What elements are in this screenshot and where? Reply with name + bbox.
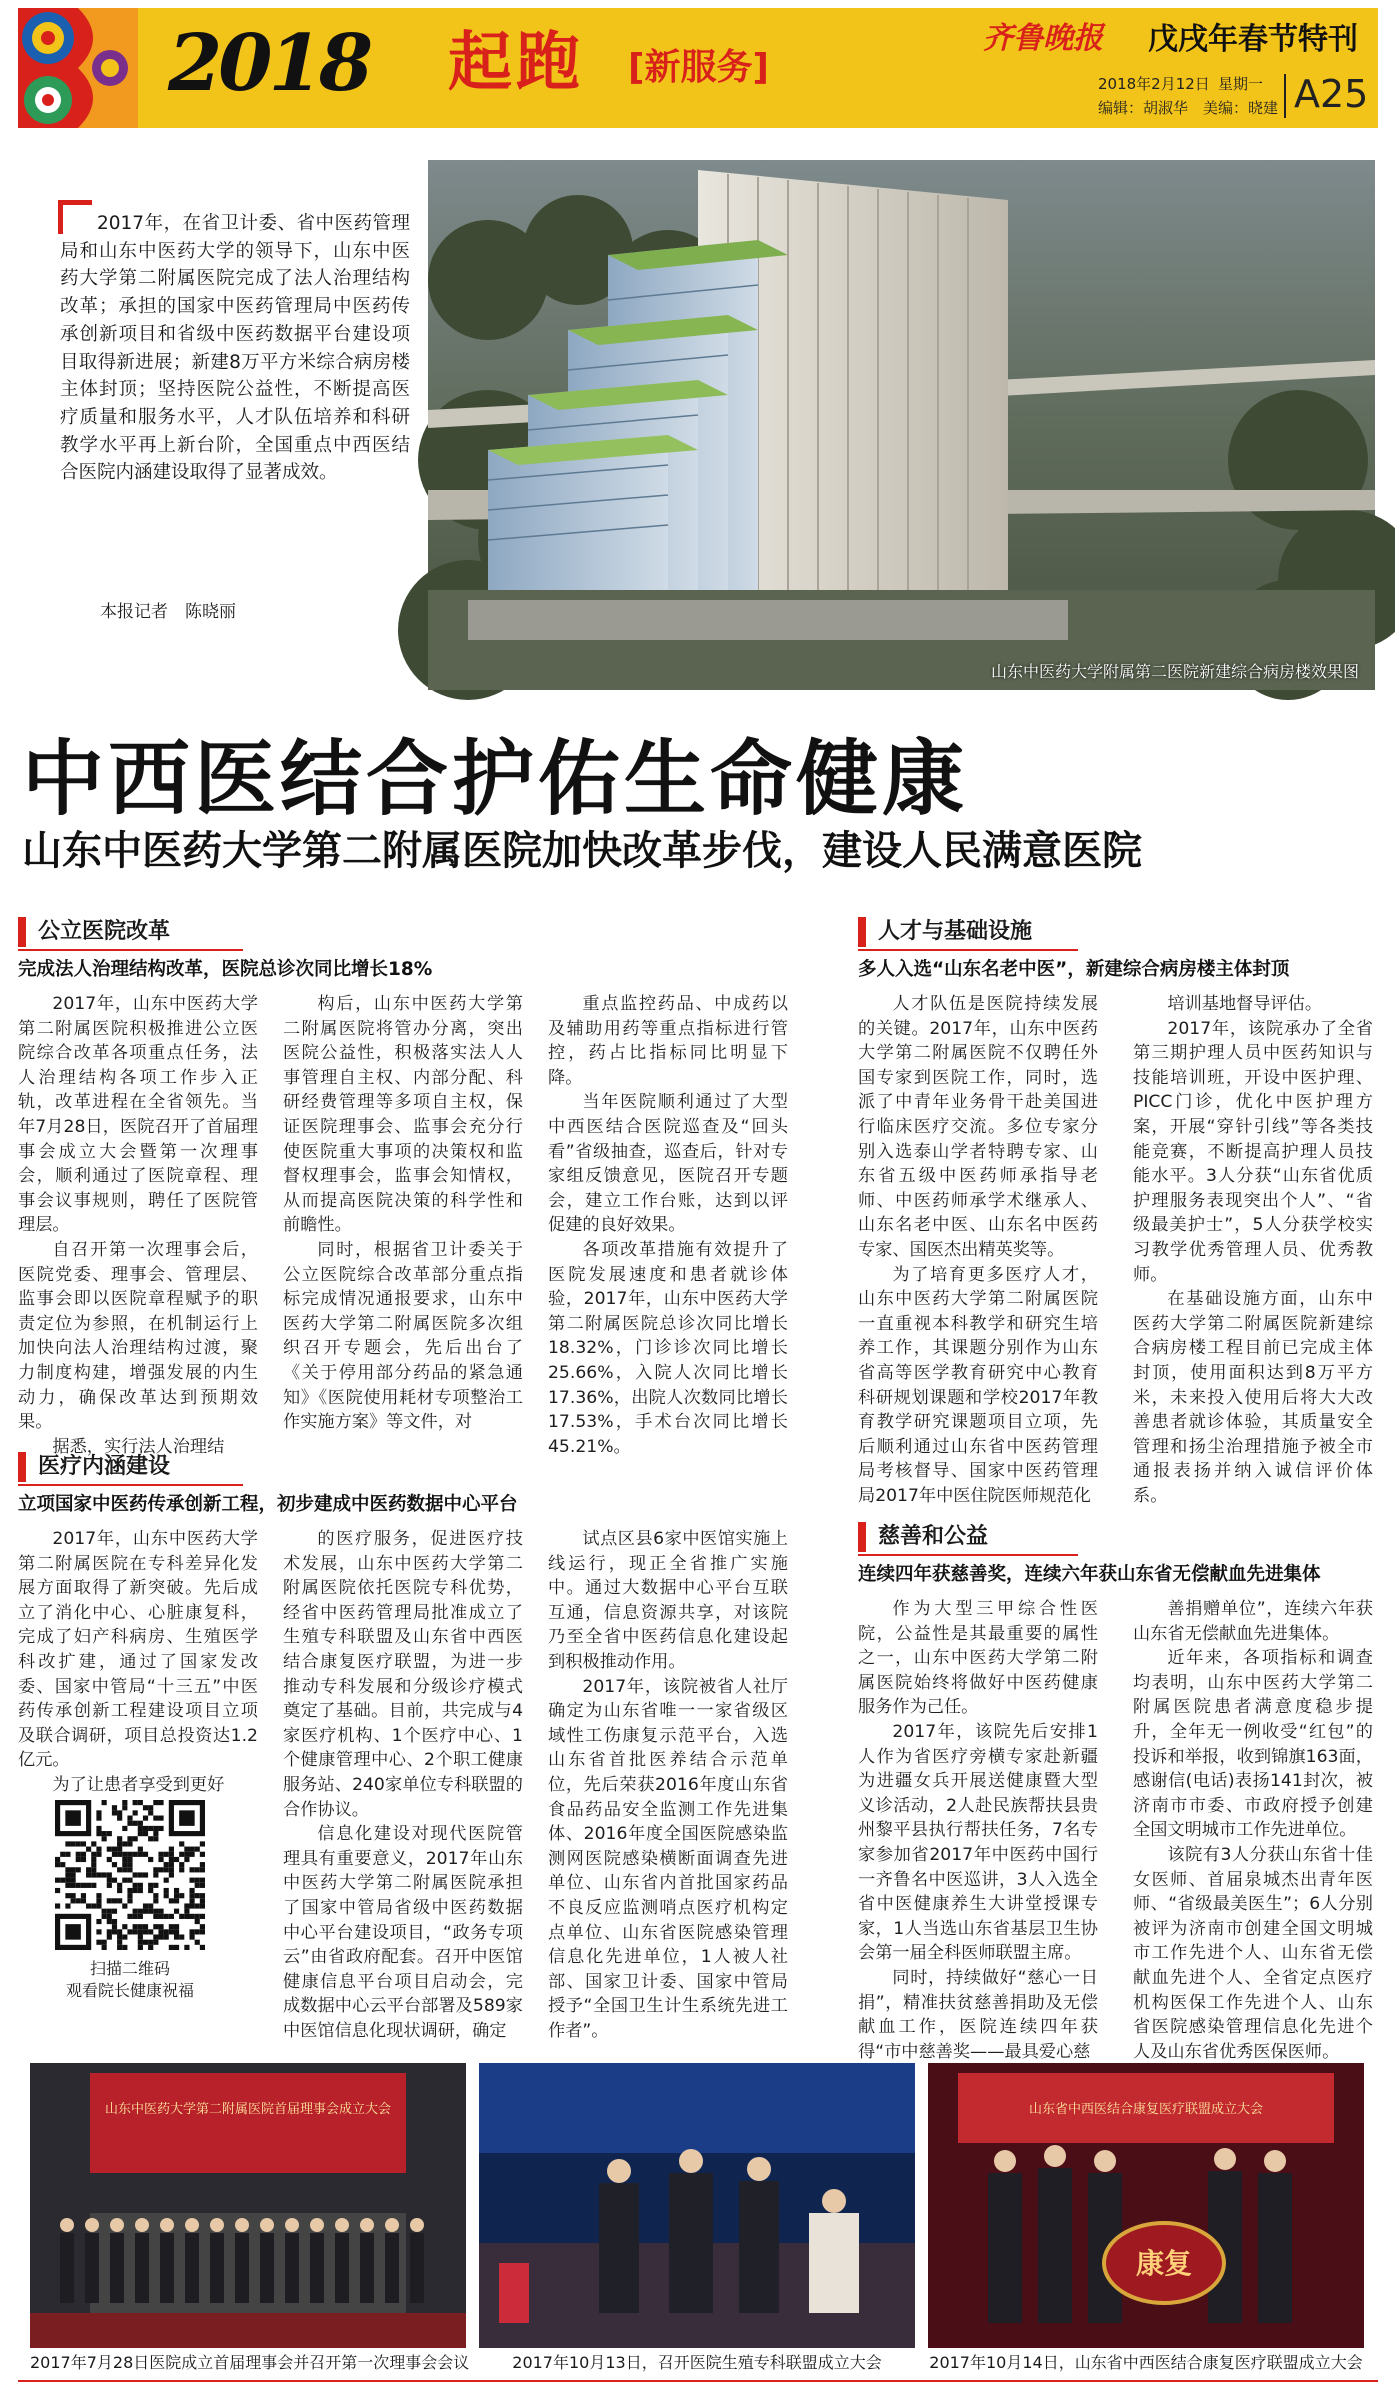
sub-headline: 山东中医药大学第二附属医院加快改革步伐，建设人民满意医院	[22, 828, 1142, 874]
handshake-photo-icon	[479, 2063, 915, 2348]
photo-board-meeting	[30, 2063, 466, 2348]
section-tag: [新服务]	[628, 47, 769, 88]
page-bottom-rule	[18, 2380, 1378, 2382]
paragraph: 为了培育更多医疗人才，山东中医药大学第二附属医院一直重视本科教学和研究生培养工作，其课题分别作为山东省高等医学教育研究中心教育科研规划课题和学校2017年教育教学研究课题项目立项，先后顺利通过山东省中医药管理局考核督导、国家中医药管理局2017年中医住院医师规范化	[858, 1264, 1098, 1506]
paragraph: 该院有3人分获山东省十佳女医师、首届泉城杰出青年医师、“省级最美医生”；6人分别被评为济南市创建全国文明城市工作先进个人、山东省无偿献血先进个人、全省定点医疗机构医保工作先进个人、山东省医院感染管理信息化先进个人及山东省优秀医保医师。	[1133, 1844, 1373, 2062]
reform-column-3	[548, 992, 788, 1457]
qipao-artwork: 起跑	[448, 25, 584, 100]
qr-code-icon[interactable]	[55, 1800, 205, 1950]
issue-weekday: 星期一	[1218, 75, 1264, 93]
drum-text: 康复	[1135, 2247, 1193, 2280]
charity-column-1	[858, 1597, 1098, 2062]
connotation-column-2	[283, 1527, 523, 2041]
section-subtitle-connotation: 立项国家中医药传承创新工程，初步建成中医药数据中心平台	[18, 1494, 518, 1515]
special-edition-title: 戊戌年春节特刊	[1148, 22, 1358, 57]
paragraph: 培训基地督导评估。	[1167, 994, 1323, 1014]
hero-building-image	[428, 160, 1375, 690]
paragraph: 各项改革措施有效提升了医院发展速度和患者就诊体验，2017年，山东中医药大学第二附属医院总诊次同比增长18.32%，门诊诊次同比增长25.66%，入院人次同比增长17.36%，出院人次数同比增长17.53%，手术台次同比增长45.21%。	[548, 1239, 788, 1457]
section-subtitle-charity: 连续四年获慈善奖，连续六年获山东省无偿献血先进集体	[858, 1564, 1321, 1585]
section-subtitle-talent: 多人入选“山东名老中医”，新建综合病房楼主体封顶	[858, 959, 1290, 980]
photo-rehab-alliance	[928, 2063, 1364, 2348]
paragraph: 2017年，该院先后安排1人作为省医疗旁横专家赴新疆为进疆女兵开展送健康暨大型义诊活动，2人赴民族帮扶县贵州黎平县执行帮扶任务，7名专家参加省2017年中医药中国行一齐鲁名中医巡讲，3人入选全省中医健康养生大讲堂授课专家，1人当选山东省基层卫生协会第一届全科医师联盟主席。	[858, 1721, 1098, 1964]
paragraph: 重点监控药品、中成药以及辅助用药等重点指标进行管控，药占比指标同比明显下降。	[548, 994, 788, 1088]
section-marker	[18, 1452, 26, 1482]
paragraph: 善捐赠单位”，连续六年获山东省无偿献血先进集体。	[1133, 1599, 1373, 1644]
intro-text: 2017年，在省卫计委、省中医药管理局和山东中医药大学的领导下，山东中医药大学第二附属医院完成了法人治理结构改革；承担的国家中医药管理局中医药传承创新项目和省级中医药数据平台建设项目取得新进展；新建8万平方米综合病房楼主体封顶；坚持医院公益性，不断提高医疗质量和服务水平，人才队伍培养和科研教学水平再上新台阶，全国重点中西医结合医院内涵建设取得了显著成效。	[60, 213, 410, 484]
paragraph: 2017年，山东中医药大学第二附属医院在专科差异化发展方面取得了新突破。先后成立了消化中心、心脏康复科，完成了妇产科病房、生殖医学科改扩建，通过了国家发改委、国家中管局“十三五”中医药传承创新工程建设项目立项及联合调研，项目总投资达1.2亿元。	[18, 1529, 258, 1771]
section-header-talent	[858, 917, 1378, 947]
paragraph: 近年来，各项指标和调查均表明，山东中医药大学第二附属医院患者满意度稳步提升，全年无一例收受“红包”的投诉和举报，收到锦旗163面，感谢信(电话)表扬141封次，被济南市市委、市政府授予创建全国文明城市工作先进单位。	[1133, 1648, 1373, 1841]
photo-banner-text: 山东中医药大学第二附属医院首届理事会成立大会	[104, 2102, 392, 2117]
main-headline: 中西医结合护佑生命健康	[22, 732, 969, 827]
paragraph: 同时，根据省卫计委关于公立医院综合改革部分重点指标完成情况通报要求，山东中医药大学第二附属医院多次组织召开专题会，先后出台了《关于停用部分药品的紧急通知》《医院使用耗材专项整治工作实施方案》等文件，对	[283, 1239, 523, 1433]
qr-code-block[interactable]	[55, 1800, 205, 2002]
issue-date: 2018年2月12日	[1098, 75, 1210, 93]
paragraph: 信息化建设对现代医院管理具有重要意义，2017年山东中医药大学第二附属医院承担了国家中管局省级中医药数据中心平台建设项目，“政务专项云”由省政府配套。召开中医馆健康信息平台项目启动会，完成数据中心云平台部署及589家中医馆信息化现状调研，确定	[283, 1824, 523, 2041]
section-subtitle-reform: 完成法人治理结构改革，医院总诊次同比增长18%	[18, 959, 433, 980]
section-marker	[18, 917, 26, 947]
paragraph: 2017年，该院被省人社厅确定为山东省唯一一家省级区域性工伤康复示范平台，入选山东省首批医养结合示范单位，先后荣获2016年度山东省食品药品安全监测工作先进集体、2016年度全国医院感染监测网医院感染横断面调查先进单位、山东省内首批国家药品不良反应监测哨点医疗机构定点单位、山东省医院感染管理信息化先进单位，1人被人社部、国家卫计委、国家中管局授予“全国卫生计生系统先进工作者”。	[548, 1676, 788, 2041]
section-title: 医疗内涵建设	[38, 1454, 171, 1479]
talent-column-1	[858, 992, 1098, 1506]
paragraph: 同时，持续做好“慈心一日捐”，精准扶贫慈善捐助及无偿献血工作，医院连续四年获得“市中慈善奖——最具爱心慈	[858, 1967, 1098, 2062]
group-photo-icon	[30, 2063, 466, 2348]
section-header-connotation	[18, 1452, 828, 1482]
section-header-charity	[858, 1522, 1378, 1552]
paragraph: 当年医院顺利通过了大型中西医结合医院巡查及“回头看”省级抽查，巡查后，针对专家组反馈意见，医院召开专题会，建立工作台账，达到以评促建的良好效果。	[548, 1092, 788, 1236]
year-artwork: 2018	[168, 18, 370, 109]
editor-credits: 编辑：胡淑华 美编：晓建	[1098, 99, 1279, 117]
photo-caption-2: 2017年10月13日，召开医院生殖专科联盟成立大会	[512, 2353, 882, 2372]
paragraph: 2017年，山东中医药大学第二附属医院积极推进公立医院综合改革各项重点任务，法人治理结构各项工作步入正轨，改革进程在全省领先。当年7月28日，医院召开了首届理事会成立大会暨第一次理事会，顺利通过了医院章程、理事会议事规则，聘任了医院管理层。	[18, 994, 258, 1236]
paragraph: 为了让患者享受到更好	[52, 1774, 225, 1795]
paragraph: 构后，山东中医药大学第二附属医院将管办分离，突出医院公益性，积极落实法人人事管理自主权、内部分配、科研经费管理等多项自主权，保证医院理事会、监事会充分行使医院重大事项的决策权和监督权理事会，监事会知情权，从而提高医院决策的科学性和前瞻性。	[283, 994, 523, 1236]
decorative-pattern-icon	[18, 8, 138, 128]
talent-column-2	[1133, 992, 1373, 1506]
header-divider	[1284, 74, 1286, 118]
page-number: A25	[1294, 72, 1369, 116]
newspaper-logo: 齐鲁晚报	[983, 21, 1103, 56]
paragraph: 的医疗服务，促进医疗技术发展，山东中医药大学第二附属医院依托医院专科优势，经省中医药管理局批准成立了生殖专科联盟及山东省中西医结合康复医疗联盟，为进一步推动专科发展和分级诊疗模式奠定了基础。目前，共完成与4家医疗机构、1个医疗中心、1个健康管理中心、2个职工健康服务站、240家单位专科联盟的合作协议。	[283, 1529, 523, 1820]
building-rendering-icon	[428, 160, 1375, 690]
section-title: 公立医院改革	[38, 919, 171, 944]
reporter-byline: 本报记者 陈晓丽	[100, 602, 236, 622]
section-rule	[18, 1484, 243, 1486]
section-title: 慈善和公益	[878, 1524, 989, 1549]
photo-alliance-signing	[479, 2063, 915, 2348]
qr-caption-line1: 扫描二维码	[89, 1959, 170, 1978]
reform-column-1	[18, 992, 258, 1457]
photo-banner-text: 山东省中西医结合康复医疗联盟成立大会	[1028, 2102, 1264, 2117]
paragraph: 作为大型三甲综合性医院，公益性是其最重要的属性之一，山东中医药大学第二附属医院始终将做好中医药健康服务作为己任。	[858, 1599, 1098, 1718]
paragraph: 据悉，实行法人治理结	[52, 1436, 225, 1457]
section-rule	[18, 949, 243, 951]
photo-caption-3: 2017年10月14日，山东省中西医结合康复医疗联盟成立大会	[929, 2353, 1363, 2372]
qr-caption-line2: 观看院长健康祝福	[65, 1981, 194, 2000]
paragraph: 2017年，该院承办了全省第三期护理人员中医药知识与技能培训班，开设中医护理、PICC门诊，优化中医护理方案，开展“穿针引线”等各类技能竞赛，不断提高护理人员技能水平。3人分获“山东省优质护理服务表现突出个人”、“省级最美护士”，5人分获学校实习教学优秀管理人员、优秀教师。	[1133, 1018, 1373, 1285]
connotation-column-3	[548, 1527, 788, 2041]
paragraph: 在基础设施方面，山东中医药大学第二附属医院新建综合病房楼工程目前已完成主体封顶，使用面积达到8万平方米，未来投入使用后将大大改善患者就诊体验，其质量安全管理和扬尘治理措施予被全市通报表扬并纳入诚信评价体系。	[1133, 1289, 1373, 1506]
connotation-column-1	[18, 1527, 258, 1795]
photo-caption-1: 2017年7月28日医院成立首届理事会并召开第一次理事会会议	[30, 2353, 470, 2372]
paragraph: 试点区县6家中医馆实施上线运行，现正全省推广实施中。通过大数据中心平台互联互通，信息资源共享，对该院乃至全省中医药信息化建设起到积极推动作用。	[548, 1529, 788, 1672]
page-header	[18, 8, 1378, 128]
charity-column-2	[1133, 1597, 1373, 2062]
ceremony-photo-icon	[928, 2063, 1364, 2348]
reform-column-2	[283, 992, 523, 1433]
section-rule	[858, 949, 1078, 951]
hero-caption: 山东中医药大学附属第二医院新建综合病房楼效果图	[990, 662, 1359, 681]
paragraph: 自召开第一次理事会后，医院党委、理事会、管理层、监事会即以医院章程赋予的职责定位为参照，在机制运行上加快向法人治理结构过渡，聚力制度构建，增强发展的内生动力，确保改革达到预期效果。	[18, 1239, 258, 1433]
section-marker	[858, 917, 866, 947]
section-title: 人才与基础设施	[878, 919, 1033, 944]
intro-block	[60, 210, 410, 622]
section-marker	[858, 1522, 866, 1552]
section-header-reform	[18, 917, 828, 947]
section-rule	[858, 1554, 1078, 1556]
paragraph: 人才队伍是医院持续发展的关键。2017年，山东中医药大学第二附属医院不仅聘任外国专家到医院工作，同时，选派了中青年业务骨干赴美国进行临床医疗交流。多位专家分别入选泰山学者特聘专家、山东省五级中医药师承指导老师、中医药师承学术继承人、山东名老中医、山东名中医药专家、国医杰出精英奖等。	[858, 994, 1098, 1260]
